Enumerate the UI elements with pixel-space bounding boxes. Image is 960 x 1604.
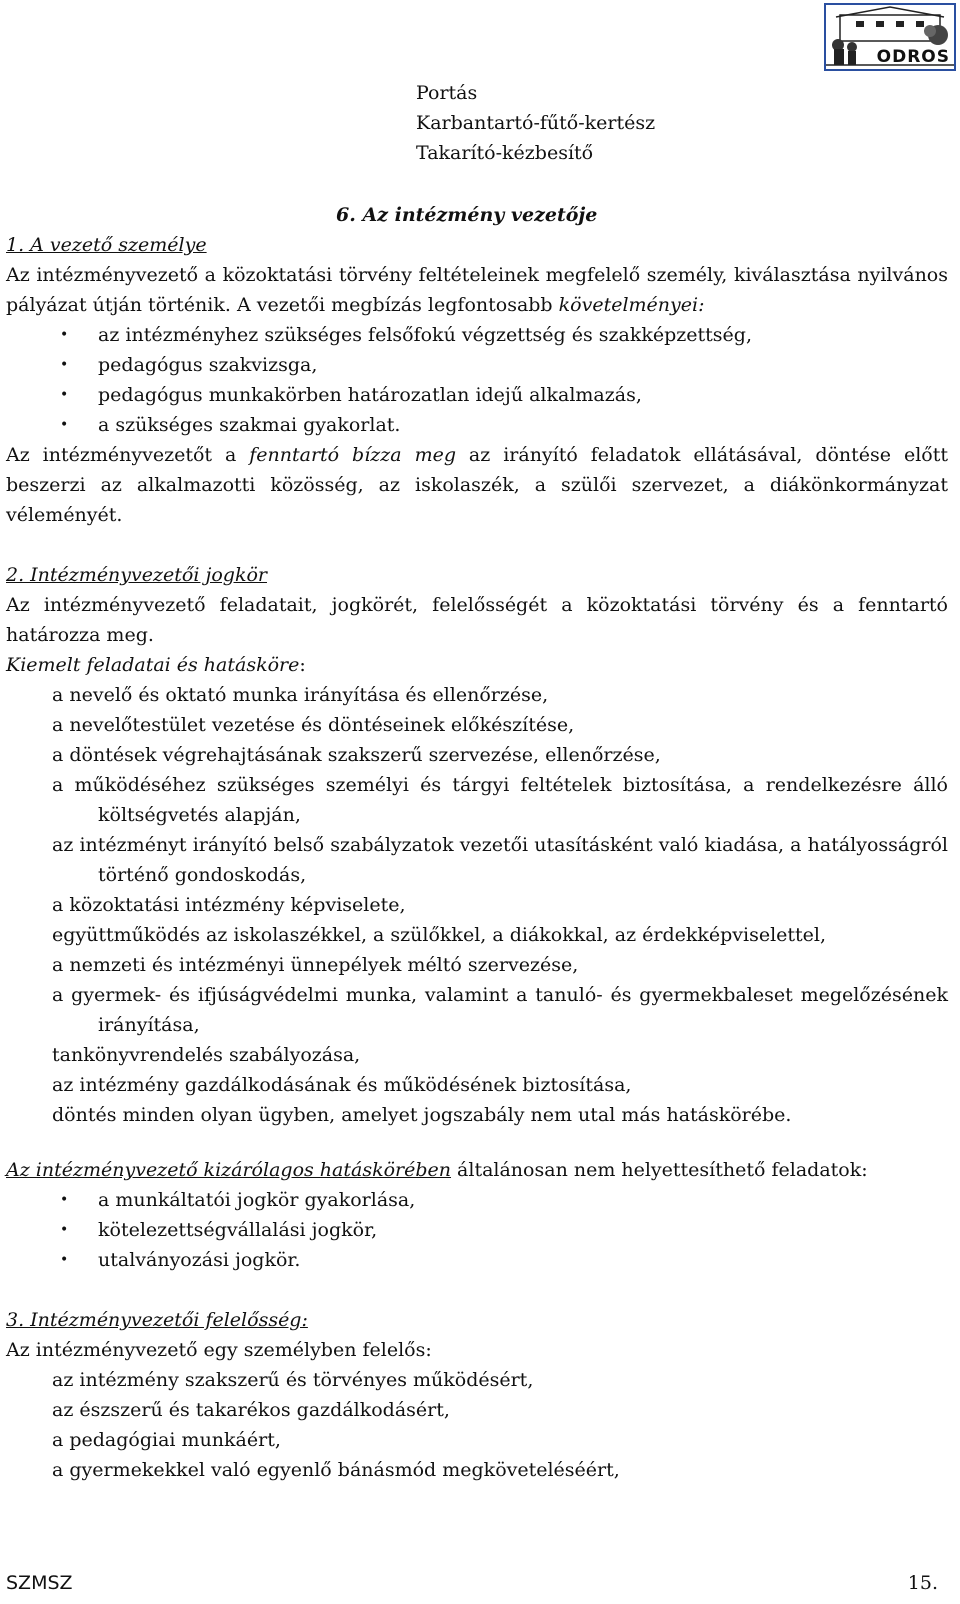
staff-item: Takarító-kézbesítő (416, 142, 594, 164)
staff-list (416, 78, 655, 168)
list-item: a pedagógiai munkáért, (52, 1429, 281, 1451)
list-item: a nemzeti és intézményi ünnepélyek méltó szervezése, (52, 954, 579, 976)
intro-emphasis: követelményei: (558, 294, 705, 316)
staff-item: Karbantartó-fűtő-kertész (416, 112, 656, 134)
list-item: a nevelőtestület vezetése és döntéseinek előkészítése, (52, 714, 575, 736)
paragraph-emphasis: fenntartó bízza meg (249, 444, 456, 466)
list-item: a közoktatási intézmény képviselete, (52, 894, 406, 916)
exclusive-powers (6, 1155, 948, 1275)
section-1-intro (6, 260, 948, 320)
section-2-heading: 2. Intézményvezetői jogkör (6, 564, 267, 586)
list-item: a gyermek- és ifjúságvédelmi munka, valamint a tanuló- és gyermekbaleset megelőzésének irányítása, (52, 984, 948, 1036)
tasks-label-emphasis: Kiemelt feladatai és hatásköre (6, 654, 300, 676)
list-item: az intézmény szakszerű és törvényes működésért, (52, 1369, 534, 1391)
list-item: • pedagógus munkakörben határozatlan idejű alkalmazás, (6, 380, 948, 410)
tasks-label-colon: : (299, 654, 306, 676)
section-1-paragraph-2 (6, 440, 948, 530)
section-2-intro: Az intézményvezető feladatait, jogkörét, felelősségét a közoktatási törvény és a fenntartó határozza meg. (6, 594, 948, 646)
exclusive-powers-text: általánosan nem helyettesíthető feladatok: (451, 1159, 868, 1181)
requirements-list (6, 320, 948, 440)
list-item: döntés minden olyan ügyben, amelyet jogszabály nem utal más hatáskörébe. (52, 1104, 792, 1126)
list-item: a működéséhez szükséges személyi és tárgyi feltételek biztosítása, a rendelkezésre álló költségvetés alapján, (52, 774, 948, 826)
list-item: a nevelő és oktató munka irányítása és ellenőrzése, (52, 684, 549, 706)
section-3-intro: Az intézményvezető egy személyben felelős: (6, 1339, 432, 1361)
list-item: az észszerű és takarékos gazdálkodásért, (52, 1399, 450, 1421)
section-3-heading: 3. Intézményvezetői felelősség: (6, 1309, 308, 1331)
list-item: • az intézményhez szükséges felsőfokú végzettség és szakképzettség, (6, 320, 948, 350)
tasks-label (6, 650, 948, 680)
list-item: együttműködés az iskolaszékkel, a szülőkkel, a diákokkal, az érdekképviselettel, (52, 924, 827, 946)
exclusive-powers-emphasis: Az intézményvezető kizárólagos hatáskörében (6, 1159, 451, 1181)
list-item: tankönyvrendelés szabályozása, (52, 1044, 361, 1066)
section-1 (6, 230, 948, 530)
footer-page-number: 15. (907, 1572, 938, 1594)
list-item: • a szükséges szakmai gyakorlat. (6, 410, 948, 440)
list-item: • utalványozási jogkör. (6, 1245, 948, 1275)
document-page (6, 0, 948, 1604)
intro-text: Az intézményvezető a közoktatási törvény feltételeinek megfelelő személy, kiválasztása nyilvános pályázat útján történik. A vezetői megbízás legfontosabb (6, 264, 948, 316)
exclusive-powers-intro (6, 1155, 948, 1185)
school-logo (824, 3, 956, 71)
tasks-list (6, 680, 948, 1130)
paragraph-text: Az intézményvezetőt a (6, 444, 250, 466)
exclusive-powers-list (6, 1185, 948, 1275)
paragraph-text: az irányító feladatok ellátásával, döntése előtt beszerzi az alkalmazotti közösség, az iskolaszék, a szülői szervezet, a diákönkormányzat véleményét. (6, 444, 948, 526)
list-item: • pedagógus szakvizsga, (6, 350, 948, 380)
section-title: 6. Az intézmény vezetője (336, 204, 598, 226)
list-item: • a munkáltatói jogkör gyakorlása, (6, 1185, 948, 1215)
footer-document-name: SZMSZ (6, 1572, 73, 1594)
section-3 (6, 1305, 948, 1485)
responsibilities-list (6, 1365, 948, 1485)
section-1-heading: 1. A vezető személye (6, 234, 207, 256)
list-item: a döntések végrehajtásának szakszerű szervezése, ellenőrzése, (52, 744, 661, 766)
list-item: az intézményt irányító belső szabályzatok vezetői utasításként való kiadása, a hatályosságról történő gondoskodás, (52, 834, 948, 886)
logo-text: ODROS (876, 47, 950, 67)
section-2 (6, 560, 948, 1130)
list-item: az intézmény gazdálkodásának és működésének biztosítása, (52, 1074, 632, 1096)
list-item: • kötelezettségvállalási jogkör, (6, 1215, 948, 1245)
staff-item: Portás (416, 82, 478, 104)
list-item: a gyermekekkel való egyenlő bánásmód megköveteléséért, (52, 1459, 620, 1481)
